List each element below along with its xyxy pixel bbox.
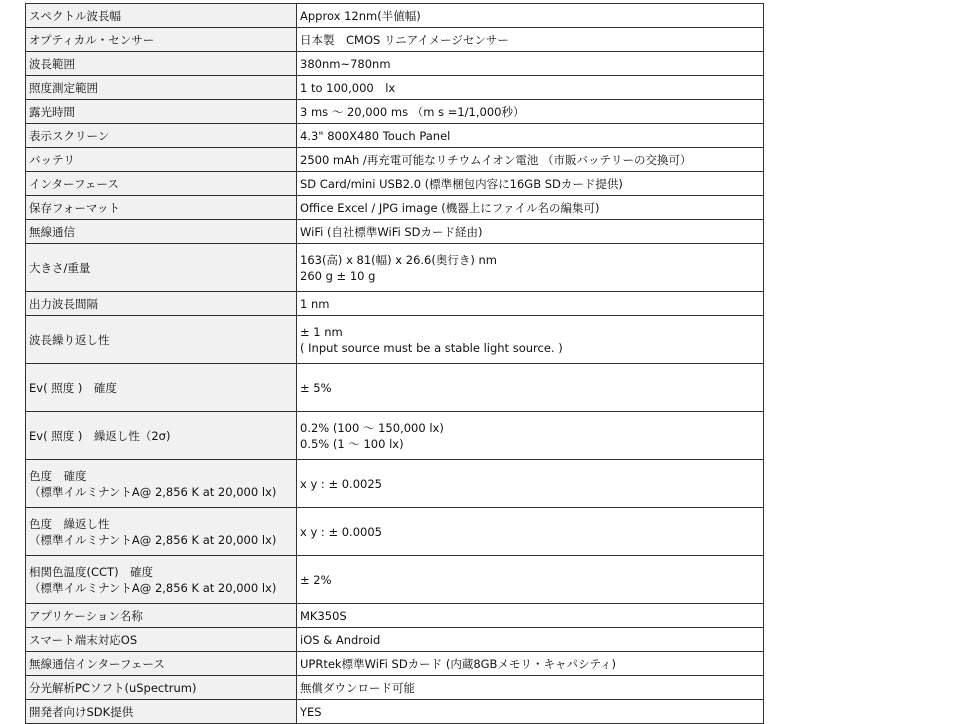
spec-value-text: MK350S	[300, 608, 347, 623]
spec-label-cell	[26, 412, 297, 460]
spec-label-text: Ev( 照度 ) 確度	[29, 380, 117, 395]
spec-label-text: 照度測定範囲	[29, 80, 98, 95]
spec-label-text: 露光時間	[29, 104, 75, 119]
spec-row	[26, 124, 764, 148]
spec-label-text: スペクトル波長幅	[29, 8, 121, 23]
spec-row	[26, 412, 764, 460]
spec-label-text: 相関色温度(CCT) 確度	[29, 564, 154, 579]
spec-label-text: （標準イルミナントA@ 2,856 K at 20,000 lx)	[29, 532, 277, 547]
spec-value-text: 4.3" 800X480 Touch Panel	[300, 128, 451, 143]
spec-row	[26, 508, 764, 556]
spec-row	[26, 292, 764, 316]
spec-label-cell	[26, 4, 297, 28]
spec-row	[26, 4, 764, 28]
spec-value-text: 2500 mAh /再充電可能なリチウムイオン電池 （市販バッテリーの交換可）	[300, 152, 692, 167]
spec-label-text: 波長繰り返し性	[29, 332, 110, 347]
spec-value-text: 0.2% (100 ～ 150,000 lx)	[300, 420, 444, 435]
spec-label-text: 色度 繰返し性	[29, 516, 110, 531]
spec-value-cell	[297, 172, 764, 196]
spec-label-cell	[26, 556, 297, 604]
spec-label-text: 無線通信	[29, 224, 75, 239]
spec-label-text: 開発者向けSDK提供	[29, 704, 134, 719]
spec-value-text: Office Excel / JPG image (機器上にファイル名の編集可)	[300, 200, 600, 215]
spec-value-cell	[297, 676, 764, 700]
spec-label-cell	[26, 364, 297, 412]
spec-label-cell	[26, 292, 297, 316]
spec-value-text: 1 nm	[300, 296, 330, 311]
spec-label-cell	[26, 196, 297, 220]
spec-label-cell	[26, 220, 297, 244]
spec-value-text: x y : ± 0.0025	[300, 476, 382, 491]
spec-row	[26, 220, 764, 244]
spec-value-text: 1 to 100,000 lx	[300, 80, 396, 95]
spec-row	[26, 244, 764, 292]
spec-value-text: 0.5% (1 ～ 100 lx)	[300, 436, 404, 451]
spec-label-cell	[26, 676, 297, 700]
spec-value-text: Approx 12nm(半値幅)	[300, 8, 421, 23]
spec-table-body	[26, 4, 764, 724]
spec-value-text: ( Input source must be a stable light source. )	[300, 340, 563, 355]
spec-row	[26, 556, 764, 604]
spec-label-cell	[26, 652, 297, 676]
spec-value-cell	[297, 124, 764, 148]
spec-value-text: iOS & Android	[300, 632, 381, 647]
spec-row	[26, 316, 764, 364]
spec-value-text: WiFi (自社標準WiFi SDカード経由)	[300, 224, 483, 239]
spec-row	[26, 100, 764, 124]
spec-table	[25, 3, 764, 724]
spec-value-text: 日本製 CMOS リニアイメージセンサー	[300, 32, 509, 47]
spec-label-text: Ev( 照度 ) 繰返し性（2σ)	[29, 428, 171, 443]
spec-label-cell	[26, 244, 297, 292]
spec-value-text: ± 1 nm	[300, 324, 343, 339]
spec-value-cell	[297, 412, 764, 460]
spec-label-text: 出力波長間隔	[29, 296, 98, 311]
spec-row	[26, 460, 764, 508]
spec-label-text: オプティカル・センサー	[29, 32, 155, 47]
spec-value-cell	[297, 604, 764, 628]
spec-label-text: 表示スクリーン	[29, 128, 110, 143]
spec-value-text: 無償ダウンロード可能	[300, 680, 415, 695]
spec-label-text: 保存フォーマット	[29, 200, 120, 215]
spec-value-cell	[297, 220, 764, 244]
spec-value-text: 260 g ± 10 g	[300, 268, 376, 283]
spec-label-cell	[26, 148, 297, 172]
spec-label-text: （標準イルミナントA@ 2,856 K at 20,000 lx)	[29, 580, 277, 595]
spec-value-cell	[297, 628, 764, 652]
spec-value-cell	[297, 28, 764, 52]
spec-label-text: 色度 確度	[29, 468, 87, 483]
spec-value-cell	[297, 508, 764, 556]
spec-label-text: 波長範囲	[29, 56, 75, 71]
spec-value-text: 3 ms ～ 20,000 ms （m s =1/1,000秒）	[300, 104, 525, 119]
spec-row	[26, 652, 764, 676]
spec-value-cell	[297, 76, 764, 100]
spec-label-text: スマート端末対応OS	[29, 632, 138, 647]
spec-value-cell	[297, 4, 764, 28]
spec-value-text: ± 5%	[300, 380, 332, 395]
spec-label-cell	[26, 172, 297, 196]
spec-row	[26, 604, 764, 628]
spec-row	[26, 148, 764, 172]
spec-value-cell	[297, 148, 764, 172]
spec-row	[26, 76, 764, 100]
spec-value-text: ± 2%	[300, 572, 332, 587]
spec-row	[26, 676, 764, 700]
spec-value-cell	[297, 52, 764, 76]
spec-value-cell	[297, 652, 764, 676]
spec-value-cell	[297, 364, 764, 412]
spec-value-text: UPRtek標準WiFi SDカード (内蔵8GBメモリ・キャパシティ)	[300, 656, 617, 671]
spec-label-cell	[26, 76, 297, 100]
spec-value-cell	[297, 244, 764, 292]
spec-value-cell	[297, 292, 764, 316]
spec-value-text: YES	[300, 704, 322, 719]
spec-row	[26, 196, 764, 220]
spec-label-cell	[26, 316, 297, 364]
spec-value-text: x y : ± 0.0005	[300, 524, 382, 539]
spec-label-cell	[26, 628, 297, 652]
spec-label-cell	[26, 460, 297, 508]
spec-label-text: バッテリ	[29, 152, 75, 167]
spec-label-text: （標準イルミナントA@ 2,856 K at 20,000 lx)	[29, 484, 277, 499]
spec-label-text: 無線通信インターフェース	[29, 656, 165, 671]
spec-label-text: 分光解析PCソフト(uSpectrum)	[29, 680, 197, 695]
spec-value-text: 380nm~780nm	[300, 56, 391, 71]
spec-row	[26, 52, 764, 76]
spec-row	[26, 172, 764, 196]
spec-label-text: 大きさ/重量	[29, 260, 91, 275]
spec-row	[26, 28, 764, 52]
spec-row	[26, 364, 764, 412]
spec-value-cell	[297, 196, 764, 220]
spec-label-text: インターフェース	[29, 176, 119, 191]
spec-label-cell	[26, 52, 297, 76]
spec-value-text: SD Card/mini USB2.0 (標準梱包内容に16GB SDカード提供)	[300, 176, 623, 191]
spec-value-cell	[297, 100, 764, 124]
spec-value-cell	[297, 316, 764, 364]
spec-row	[26, 628, 764, 652]
spec-value-cell	[297, 460, 764, 508]
spec-label-cell	[26, 604, 297, 628]
spec-label-cell	[26, 124, 297, 148]
spec-label-cell	[26, 508, 297, 556]
spec-value-cell	[297, 556, 764, 604]
spec-label-cell	[26, 100, 297, 124]
spec-label-cell	[26, 28, 297, 52]
spec-label-text: アプリケーション名称	[29, 608, 143, 623]
spec-value-text: 163(高) x 81(幅) x 26.6(奥行き) nm	[300, 252, 497, 267]
